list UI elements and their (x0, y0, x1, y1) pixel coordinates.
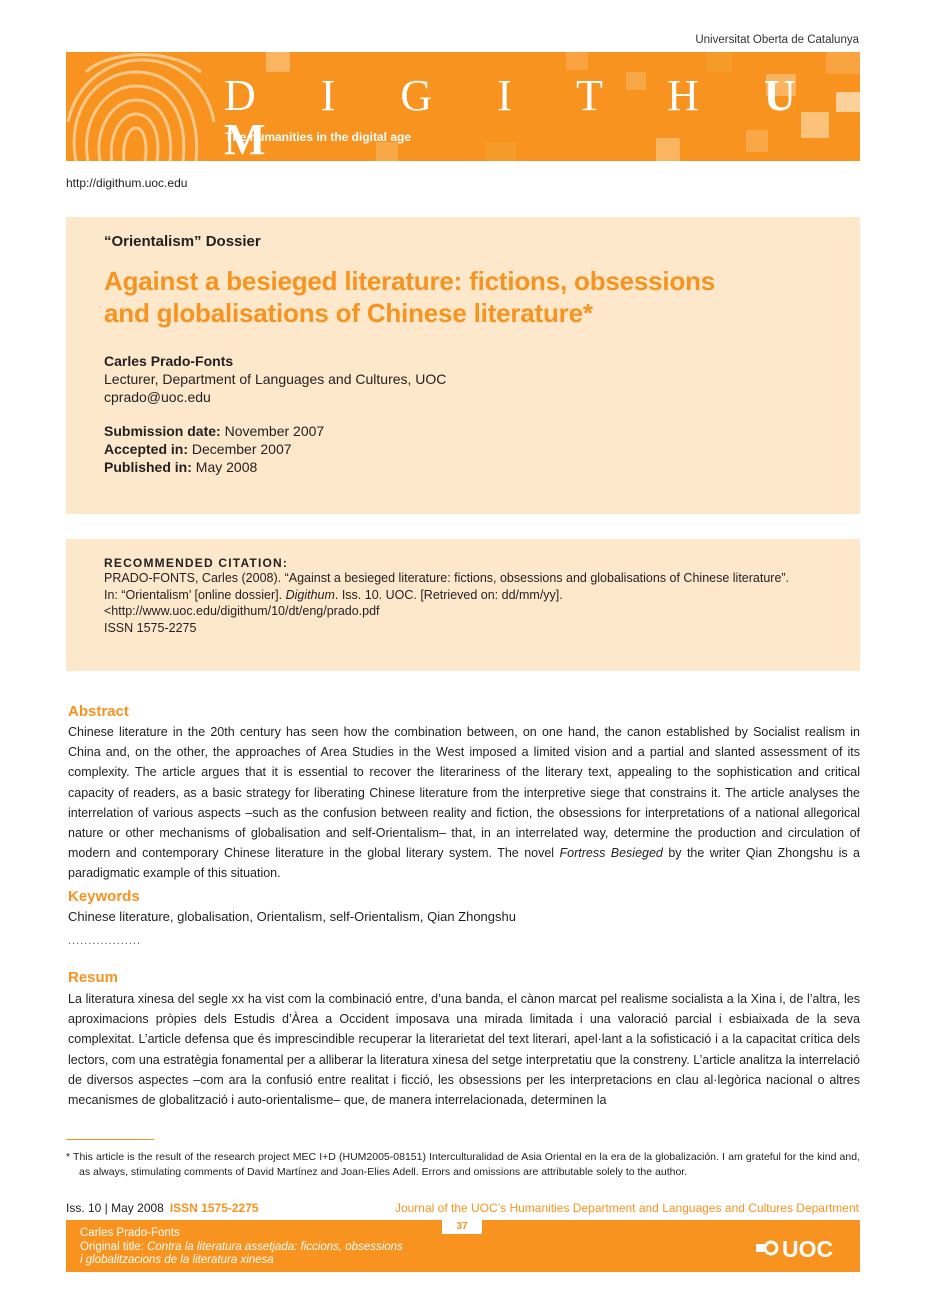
author-email[interactable]: cprado@uoc.edu (104, 389, 211, 405)
journal-name: Journal of the UOC’s Humanities Department and Languages and Cultures Department (394, 1201, 859, 1215)
university-name: Universitat Oberta de Catalunya (695, 34, 859, 46)
keywords-heading: Keywords (68, 888, 140, 905)
article-header-box (66, 217, 860, 514)
abstract-heading: Abstract (68, 703, 129, 720)
author-position: Lecturer, Department of Languages and Cultures, UOC (104, 371, 447, 387)
tagline: The humanities in the digital age (225, 130, 412, 144)
footnote: * This article is the result of the research project MEC I+D (HUM2005-08151) Interculturalidad de Asia Oriental en la era de la globalización. I am grateful for the kind and, as always, stimulating comments of David Martínez and Joan-Elies Adell. Errors and omissions are attributable solely to the author. (66, 1151, 860, 1178)
article-dates: Submission date: November 2007 Accepted in: December 2007 Published in: May 2008 (104, 423, 325, 475)
uoc-logo-icon (756, 1236, 852, 1260)
article-title: Against a besieged literature: fictions, obsessions and globalisations of Chinese literature* (104, 266, 716, 328)
issue-info: Iss. 10 | May 2008 ISSN 1575-2275 (66, 1201, 259, 1215)
citation-box (66, 539, 860, 671)
keywords-text: Chinese literature, globalisation, Orientalism, self-Orientalism, Qian Zhongshu (68, 909, 516, 924)
citation-heading: RECOMMENDED CITATION: (104, 556, 289, 570)
resum-heading: Resum (68, 969, 119, 986)
resum-text: La literatura xinesa del segle xx ha vist com la combinació entre, d’una banda, el cànon marcat pel realisme socialista a la Xina i, de l’altra, les aproximacions pròpies dels Estudis d’Àrea a Occident imposava una mirada limitada i una valoració parcial i esbiaixada de la seva complexitat. L’article defensa que és imprescindible recuperar la literarietat del text literari, apel·lant a la sofisticació i a la capacitat crítica dels lectors, com una estratègia fonamental per a alliberar la literatura xinesa del setge interpretatiu que la constreny. L’article analitza la interrelació de diversos aspectes –com ara la confusió entre realitat i ficció, les obsessions per les interpretacions en clau al·legòrica nacional o altres mecanismes de globalització i auto-orientalisme– que, de manera interrelacionada, determinen la (68, 992, 860, 1108)
digithum-banner (66, 52, 860, 161)
citation-url[interactable]: <http://www.uoc.edu/digithum/10/dt/eng/prado.pdf (104, 604, 380, 618)
page-number: 37 (441, 1220, 483, 1235)
section-separator: .................. (68, 935, 142, 947)
author-name: Carles Prado-Fonts (104, 353, 234, 369)
site-url-link[interactable]: http://digithum.uoc.edu (66, 176, 188, 190)
abstract-text: Chinese literature in the 20th century has seen how the combination between, on one hand, the canon established by Socialist realism in China and, on the other, the approaches of Area Studies in the West imposed a limited vision and a partial and slanted assessment of its complexity. The article argues that it is essential to recover the literariness of the literary text, appealing to the sophistication and critical capacity of readers, as a basic strategy for liberating Chinese literature from the interpretive siege that constrains it. The article analyses the interrelation of various aspects –such as the confusion between reality and fiction, the obsessions for interpretations of a national allegorical nature or other mechanisms of globalisation and self-Orientalism– that, in an interrelated way, determine the production and circulation of modern and contemporary Chinese literature in the global literary system. The novel Fortress Besieged by the writer Qian Zhongshu is a paradigmatic example of this situation. (68, 725, 860, 881)
digithum-logo: D I G I T H U M (224, 71, 810, 161)
footnote-rule (66, 1139, 154, 1140)
author-info (104, 352, 822, 406)
svg-text:UOC: UOC (782, 1236, 834, 1260)
footer-original-title: Carles Prado-Fonts Original title: Contra la literatura assetjada: ficcions, obsessions i globalitzacions de la literatura xinesa (80, 1227, 403, 1266)
fingerprint-icon (66, 52, 216, 161)
dossier-label: “Orientalism” Dossier (104, 233, 261, 250)
citation-text: PRADO-FONTS, Carles (2008). “Against a besieged literature: fictions, obsessions and globalisations of Chinese literature”. In: “Orientalism’ [online dossier]. Digithum. Iss. 10. UOC. [Retrieved on: dd/mm/yy]. <http://www.uoc.edu/digithum/10/dt/eng/prado.pdf ISSN 1575-2275 (104, 570, 822, 636)
